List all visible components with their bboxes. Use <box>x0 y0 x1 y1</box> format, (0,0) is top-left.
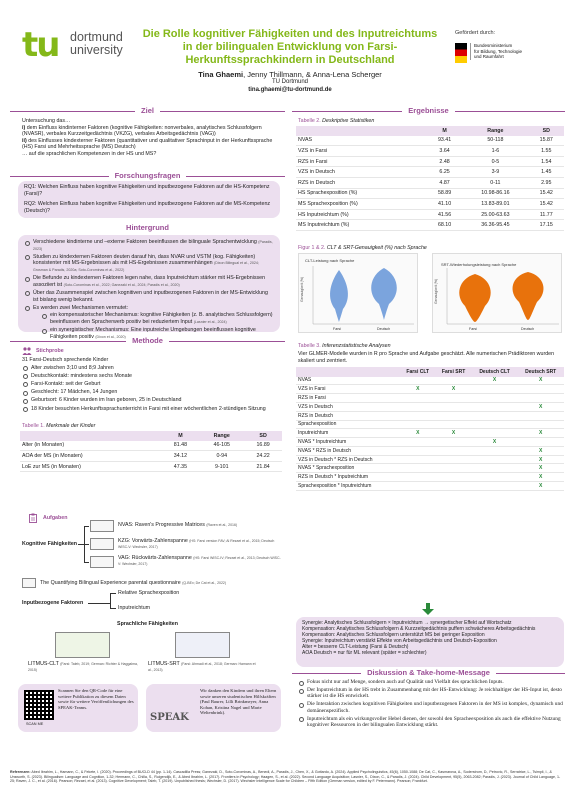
section-title-hintergrund: Hintergrund <box>126 223 169 232</box>
table-cell: 41.56 <box>427 209 462 220</box>
matrices-icon <box>90 520 114 532</box>
deutsch-violin <box>513 272 544 320</box>
stichprobe-label: Stichprobe <box>36 348 64 354</box>
funder-label: Gefördert durch: <box>455 30 496 36</box>
srt-picture-icon <box>175 632 230 658</box>
table-cell: X <box>517 464 564 473</box>
sample-description: 31 Farsi-Deutsch sprechende Kinder Alter zwischen 3;10 und 8;9 Jahren Deutschkontakt: mindestens sechs Monate Farsi-Kontakt: seit der Geburt Geschlecht: 17 Mädchen, 14 Jungen Geburtsort: 6 Kinder wurden im Iran geboren, 25 in Deutschland 18 Kinder besuchten Herkunftssprachunterricht in Farsi mit einer wöchentlichen 2-stündigen Sitzung <box>22 357 282 414</box>
table-cell <box>472 402 518 411</box>
table-cell: MS Sprachexposition (%) <box>296 199 427 210</box>
section-title-ziel: Ziel <box>10 106 285 115</box>
table-cell <box>435 377 471 385</box>
table-row: LoE zur MS (in Monaten) 47.35 9-101 21.84 <box>20 461 282 472</box>
bmbf-logo: Bundesministerium für Bildung, Technologie und Raumfahrt <box>455 43 565 63</box>
farsi-violin <box>459 274 490 322</box>
vag-task: VAG: Rückwärts-Zahlenspanne (HS: Farsi WISC-IV; Rezaei et al., 2013; Deutsch WISC-V: Wechsler, 2017) <box>118 555 281 566</box>
table-cell <box>435 438 471 447</box>
table-cell: X <box>472 438 518 447</box>
summary-list <box>302 620 560 656</box>
table-row <box>296 377 564 385</box>
table-cell: 3-9 <box>462 167 528 178</box>
table-cell: Sprachexposition <box>296 420 400 429</box>
questionnaire: The Quantifying Bilingual Experience parental questionnaire (Q-BEx; De Cat et al., 2022) <box>40 580 227 586</box>
svg-text:Farsi: Farsi <box>469 327 477 331</box>
table-cell: VZS in Deutsch <box>296 402 400 411</box>
table-cell <box>517 438 564 447</box>
digit-span-icon <box>90 538 114 550</box>
section-title-diskussion: Diskussion & Take-home-Message <box>292 668 565 677</box>
list-item: Synergie: Analytisches Schlussfolgern × Inputreichtum → synergetischer Effekt auf Wortschatz <box>302 620 512 626</box>
funder <box>455 30 565 63</box>
table-row <box>296 481 564 490</box>
table3: Farsi CLT Farsi SRT Deutsch CLT Deutsch SRT NVAS X X VZS in Farsi X X RZS in Farsi VZS in Deutsch X RZS in Deutsch Sprachexposition Inputreichtum X X X NVAS * Inputreichtum X NVAS * RZS in Deutsch X VZS in Deutsch * RZS in Deutsch X NVAS * Sprachexposition X RZS in Deutsch * Inputreichtum X Sprachexposition * Inputreichtum X <box>296 367 564 491</box>
section-title-ergebnisse: Ergebnisse <box>292 106 565 115</box>
svg-text:Deutsch: Deutsch <box>377 327 391 331</box>
references: Referenzen: Abed Ibrahim, L., Hamann, C., & Fekete, I. (2020). Proceedings of BUCLD 44 (pp. 1-14). Cascadilla Press; Ganezaki, D., Soto-Corominas, A., Benedi, A., Paradis, J., Chen, X., & Gottardo, A. (2024). Applied Psycholinguistics, 45(6), 1050-1088; De Cat, C., Kasmarova, A., Soderstrom, D., Petrovic, R., Serratrice, L., Tsimpli, I., & Unsworth, S. (2023). Bilingualism: Language and Cognition, 1-32; Hermann, C., Chilla, S., Ruigendijk, E., & Abed Ibrahim, L. (2017). Frontiers in Psychology; Haagen, S., et al. (2022). Second Language Acquisition; Lasnier, S., Dixon, C., & Paradis, J. (2024). Child Development, 95(5), 2063-2082; Paradis, J. (2023). Journal of Child Language, 1-25; Raven, J. C., et al. (2016). Pearson; Rezaei, et al. (2013). Cognitive Development; Taleb, T. (2019). Unpublished thesis; Wechsler, D. (2017). Wechsler Intelligence Scale for Children – Fifth Edition (German version, edited by F. Petermann). Pearson; Frankfurt. <box>10 770 561 784</box>
svg-text:CLT-Leistung nach Sprache: CLT-Leistung nach Sprache <box>305 258 355 263</box>
table-cell: X <box>517 455 564 464</box>
table-cell <box>435 473 471 482</box>
svg-text:Genauigkeit (%): Genauigkeit (%) <box>434 278 438 304</box>
list-item: Die Befunde zu kindexternen Faktoren legen nahe, dass Inputreichtum stärker mit HS-Ergebnissen assoziiert ist (Soto-Corominas et al., 2022; Ganezaki et al., 2024; Paradis et al., 2020) <box>24 275 274 288</box>
table-row <box>296 167 564 178</box>
table1-caption: Tabelle 1. Merkmale der Kinder <box>22 423 96 429</box>
table-cell <box>435 394 471 403</box>
table-cell: X <box>517 481 564 490</box>
table2: M Range SD NVAS 93.41 50-118 15.87 VZS in Farsi 3.64 1-6 1.55 RZS in Farsi 2.48 0-5 1.54 VZS in Deutsch 6.25 3-9 1.45 RZS in Deutsch 4.87 0-11 2.95 HS Sprachexposition (%) 58.89 10.98-86.16 15.42 MS Sprachexposition (%) 41.10 13.83-89.01 15.42 HS Inputreichtum (%) 41.56 25.00-63.63 11.77 MS Inputreichtum (%) 68.10 36.36-95.45 17.15 <box>296 126 564 231</box>
table-cell: 25.00-63.63 <box>462 209 528 220</box>
litmus-srt: LITMUS-SRT (Farsi: Ahmadi et al., 2018; German: Hamann et al., 2013) <box>148 661 256 672</box>
table-cell <box>435 411 471 420</box>
table-cell: 0-11 <box>462 177 528 188</box>
list-item: Fokus nicht nur auf Menge, sondern auch auf Qualität und Vielfalt des sprachlichen Inputs. <box>298 679 563 685</box>
people-icon <box>22 346 32 356</box>
svg-text:SRT-Wiederholungsleistung nach: SRT-Wiederholungsleistung nach Sprache <box>441 262 517 267</box>
nvas-task: NVAS: Raven's Progressive Matrices (Raven et al., 2016) <box>118 522 238 528</box>
table-cell: RZS in Farsi <box>296 156 427 167</box>
table-row <box>296 385 564 394</box>
list-item: Kompensation: Analytisches Schlussfolgern & Kurzzeitgedächtnis puffern schwächeres Arbeitsgedächtnis <box>302 626 536 632</box>
table-cell: RZS in Deutsch <box>296 411 400 420</box>
list-item: Geburtsort: 6 Kinder wurden im Iran geboren, 25 in Deutschland <box>22 397 282 404</box>
table-row <box>296 209 564 220</box>
table-row <box>296 177 564 188</box>
input-label: Inputbezogene Faktoren <box>22 600 84 606</box>
table-cell <box>517 420 564 429</box>
svg-text:Deutsch: Deutsch <box>521 327 535 331</box>
list-item: 18 Kinder besuchten Herkunftssprachunterricht in Farsi mit einer wöchentlichen 2-stündigen Sitzung <box>22 406 282 413</box>
table-cell <box>400 464 435 473</box>
table-cell: 13.83-89.01 <box>462 199 528 210</box>
table-cell: 41.10 <box>427 199 462 210</box>
table-row <box>296 420 564 429</box>
table-cell: 58.89 <box>427 188 462 199</box>
qr-code-icon[interactable] <box>24 690 54 720</box>
table-cell: 15.42 <box>529 199 564 210</box>
table-cell: 93.41 <box>427 136 462 146</box>
table-cell: 15.87 <box>529 136 564 146</box>
table-cell: Inputreichtum <box>296 429 400 438</box>
deutsch-violin <box>371 268 397 320</box>
list-item: Alter zwischen 3;10 und 8;9 Jahren <box>22 365 282 372</box>
table-cell: NVAS <box>296 136 427 146</box>
table-cell <box>435 402 471 411</box>
list-item: Geschlecht: 17 Mädchen, 14 Jungen <box>22 389 282 396</box>
srt-violin-plot <box>433 254 563 334</box>
table-row <box>296 411 564 420</box>
table-cell <box>400 446 435 455</box>
table-cell: RZS in Farsi <box>296 394 400 403</box>
table-cell: RZS in Deutsch <box>296 177 427 188</box>
table-cell: HS Sprachexposition (%) <box>296 188 427 199</box>
table-cell: VZS in Deutsch <box>296 167 427 178</box>
table-cell: 1.54 <box>529 156 564 167</box>
kognitive-label: Kognitive Fähigkeiten <box>22 541 78 547</box>
list-item: Kompensation: Analytisches Schlussfolgern unterstützt MS bei geringer Exposition <box>302 632 485 638</box>
table-cell: X <box>517 473 564 482</box>
table-cell: MS Inputreichtum (%) <box>296 220 427 231</box>
table-cell <box>400 377 435 385</box>
table-row <box>296 438 564 447</box>
table-cell <box>517 394 564 403</box>
table-cell: X <box>517 377 564 385</box>
authors: Tina Ghaemi, Jenny Thillmann, & Anna-Lena Scherger <box>198 70 382 79</box>
table-cell: X <box>435 429 471 438</box>
tu-dortmund-logo: tu dortmund university <box>22 25 123 65</box>
table3-intro: Vier GLMER-Modelle wurden in R pro Sprache und Aufgabe geschätzt. Alle numerischen Prädiktoren wurden skaliert und zentriert. <box>298 351 555 364</box>
table-cell: X <box>517 429 564 438</box>
table-cell: 68.10 <box>427 220 462 231</box>
list-item: Inputreichtum als ein wirkungsvoller Hebel dienen, der sowohl den Spracheexposition als auch die effektive Nutzung kognitiver Ressourcen in der bilingualen Entwicklung stärkt. <box>298 716 563 729</box>
table-cell: 1.45 <box>529 167 564 178</box>
table-cell <box>400 411 435 420</box>
rq1: RQ1: Welchen Einfluss haben kognitive Fähigkeiten und inputbezogene Faktoren auf die HS-Kompetenz (Farsi)? <box>24 184 270 197</box>
list-item: Synergie: Inputreichtum verstärkt Effekte von Arbeitsgedächtnis und Deutsch-Exposition <box>302 638 497 644</box>
table-row <box>296 455 564 464</box>
table-row: AOA der MS (in Monaten) 34.12 0-94 24.22 <box>20 451 282 462</box>
figure-caption: Figur 1 & 2. CLT & SRT-Genauigkeit (%) nach Sprache <box>298 245 427 251</box>
clt-chart <box>298 253 418 333</box>
table-cell: 1-6 <box>462 146 528 157</box>
table-cell: 4.87 <box>427 177 462 188</box>
table-cell: 36.36-95.45 <box>462 220 528 231</box>
aufgaben-label: Aufgaben <box>43 515 68 521</box>
scan-me: SCAN ME <box>26 722 44 726</box>
litmus-clt: LITMUS-CLT (Farsi: Taleb, 2019; German: Richter & Haggalma, 2015) <box>28 661 138 672</box>
ziel-text: Untersuchung das… i) dem Einfluss kindinterner Faktoren (kognitive Fähigkeiten: nonverbales, analytisches Schlussfolgern (NVASR), verbales Kurzzeitgedächtnis (VKZG), verbales Arbeitsgedächtnis (VAG)) ii) des Einflusses kindexterner Faktoren (quantitativer und qualitativer Sprachinput in der Herkunftssprache (HS) Farsi und Mehrheitssprache (MS) Deutsch) … auf die sprachlichen Kompetenzen in der HS und MS? <box>22 118 273 157</box>
table-cell <box>400 420 435 429</box>
svg-text:Genauigkeit (%): Genauigkeit (%) <box>300 276 304 302</box>
table-cell <box>472 473 518 482</box>
poster-header <box>0 0 575 100</box>
table-cell <box>435 464 471 473</box>
table-cell <box>472 464 518 473</box>
table-cell: X <box>517 402 564 411</box>
table-cell <box>400 438 435 447</box>
list-item: AOA Deutsch = nur für ML relevant (später = schlechter) <box>302 650 427 656</box>
table-cell <box>400 481 435 490</box>
table-cell <box>400 394 435 403</box>
table-cell <box>400 473 435 482</box>
qr-text: Scannen Sie den QR-Code für eine weitere Publikation zu diesem Daten sowie für weitere Veröffentlichungen des SPEAK-Teams. <box>58 688 134 710</box>
table-cell: X <box>517 446 564 455</box>
list-item: Es werden zwei Mechanismen vermutet: ein kompensatorischer Mechanismus: kognitive Fähigkeiten (z. B. analytisches Schlussfolgern) beeinflussen den Spracherwerb positiv bei reduziertem Input (Lasnier et al., 2024) ein synergistischer Mechanismus: Eine inputreiche Umgebungen beeinflussen kognitive Fähigkeiten positiv (Dixon et al., 2020) <box>24 305 274 341</box>
table-cell: X <box>400 429 435 438</box>
table-cell: NVAS <box>296 377 400 385</box>
table-cell: RZS in Deutsch * Inputreichtum <box>296 473 400 482</box>
list-item: Verschiedene kindinterne und –externe Faktoren beeinflussen die bilinguale Sprachentwicklung (Paradis, 2023) <box>24 239 274 252</box>
table-cell: 2.95 <box>529 177 564 188</box>
table-cell: NVAS * RZS in Deutsch <box>296 446 400 455</box>
list-item: ein synergistischer Mechanismus: Eine inputreiche Umgebungen beeinflussen kognitive Fähigkeiten positiv (Dixon et al., 2020) <box>41 327 274 340</box>
table-row <box>296 188 564 199</box>
table-cell: 3.64 <box>427 146 462 157</box>
table-cell <box>435 481 471 490</box>
table-cell <box>472 420 518 429</box>
table-cell <box>435 446 471 455</box>
list-item: Der Inputreichtum in der HS trebt in Zusammenhang mit der HS-Entwicklung: Je reichhaltiger der HS-Input ist, desto stärker ist die HS entwickelt. <box>298 687 563 700</box>
list-item: Studien zu kindexternen Faktoren deuten darauf hin, dass NVAR und VSTM (kog. Fähigkeiten) konsistenter mit MS-Ergebnissen als mit HS-Ergebnissen zusammenhängen (Dixon Bilingual et al., 2024; Grosman & Paradis, 2020a; Soto-Corominas et al., 2022) <box>24 254 274 274</box>
table-row: Alter (in Monaten) 81.48 46-105 16.89 <box>20 441 282 451</box>
table1: M Range SD Alter (in Monaten) 81.48 46-105 16.89 AOA der MS (in Monaten) 34.12 0-94 24.22 LoE zur MS (in Monaten) 47.35 9-101 21.84 <box>20 431 282 472</box>
table-cell: 0-5 <box>462 156 528 167</box>
sprachliche-label: Sprachliche Fähigkeiten <box>117 621 178 627</box>
inputreichtum: Inputreichtum <box>118 605 151 611</box>
table-cell <box>472 394 518 403</box>
table-cell <box>400 402 435 411</box>
clt-violin-plot <box>299 254 419 334</box>
table-cell: 17.15 <box>529 220 564 231</box>
list-item: ein kompensatorischer Mechanismus: kognitive Fähigkeiten (z. B. analytisches Schlussfolgern) beeinflussen den Spracherwerb positiv bei reduziertem Input (Lasnier et al., 2024) <box>41 312 274 325</box>
table3-caption: Tabelle 3. Inferenzstatistische Analysen <box>298 343 391 349</box>
table-cell: X <box>472 377 518 385</box>
table-cell <box>472 411 518 420</box>
table-cell: 10.98-86.16 <box>462 188 528 199</box>
table-cell: 50-118 <box>462 136 528 146</box>
poster-title: Die Rolle kognitiver Fähigkeiten und des Inputreichtums in der bilingualen Entwicklung von Farsi-Herkunftssprachkindern in Deutschland <box>142 28 438 66</box>
table-cell: 2.48 <box>427 156 462 167</box>
list-item: Die Interaktion zwischen kognitiven Fähigkeiten und inputbezogenen Faktoren in der MS ist komplex, dynamisch und domänenspezifisch. <box>298 701 563 714</box>
table-row <box>296 429 564 438</box>
table-cell: 6.25 <box>427 167 462 178</box>
table-cell <box>517 411 564 420</box>
table-cell <box>435 420 471 429</box>
list-item: Alter = besserre CLT-Leistung (Farsi & Deutsch) <box>302 644 409 650</box>
table-row <box>296 136 564 146</box>
table-cell: X <box>400 385 435 394</box>
table-cell <box>472 481 518 490</box>
table-cell: HS Inputreichtum (%) <box>296 209 427 220</box>
email: tina.ghaemi@tu-dortmund.de <box>248 87 332 93</box>
table-row <box>296 464 564 473</box>
flag-icon <box>455 43 467 63</box>
table-row <box>296 394 564 403</box>
table-cell: 11.77 <box>529 209 564 220</box>
farsi-violin <box>330 270 348 322</box>
table-cell: Sprachexposition * Inputreichtum <box>296 481 400 490</box>
table-row <box>296 156 564 167</box>
table-cell <box>472 385 518 394</box>
table-cell: NVAS * Sprachexposition <box>296 464 400 473</box>
table-cell <box>472 429 518 438</box>
table2-caption: Tabelle 2. Deskriptive Statistiken <box>298 118 375 124</box>
table-cell <box>400 455 435 464</box>
clt-picture-icon <box>55 632 110 658</box>
table-cell: 15.42 <box>529 188 564 199</box>
table-cell: NVAS * Inputreichtum <box>296 438 400 447</box>
table-cell: VZS in Deutsch * RZS in Deutsch <box>296 455 400 464</box>
speak-logo: SPEAK <box>150 712 189 723</box>
list-item: Farsi-Kontakt: seit der Geburt <box>22 381 282 388</box>
down-arrow-icon <box>422 603 434 615</box>
table-cell: VZS in Farsi <box>296 385 400 394</box>
clipboard-icon <box>28 513 38 523</box>
table-row <box>296 402 564 411</box>
svg-text:Farsi: Farsi <box>333 327 341 331</box>
table-row <box>296 446 564 455</box>
table-row <box>296 199 564 210</box>
table-cell: X <box>435 385 471 394</box>
table-row <box>296 146 564 157</box>
table-cell <box>472 446 518 455</box>
institution: TU Dortmund <box>271 79 308 85</box>
table-row <box>296 473 564 482</box>
table-row <box>296 220 564 231</box>
discussion-list <box>298 679 563 730</box>
list-item: Deutschkontakt: mindestens sechs Monate <box>22 373 282 380</box>
table-cell: VZS in Farsi <box>296 146 427 157</box>
thanks-text: Wir danken den Kindern und ihren Eltern sowie unseren studentischen Hilfskräften (Paul Baurer, Lilli Brinkmeyer, Anna Kohan, Kristina Nagel und Marie Weltenbrink). <box>200 688 277 716</box>
section-title-forschungsfragen: Forschungsfragen <box>10 171 285 180</box>
kzg-task: KZG: Vorwärts-Zahlenspanne (HS: Farsi version FAV; Al Rezaei et al., 2015; Deutsch WISC-V: Wechsler, 2017) <box>118 538 275 549</box>
srt-chart <box>432 253 562 333</box>
rel-exposure: Relative Sprachexposition <box>118 590 180 596</box>
list-item: Über das Zusammenspiel zwischen kognitiven und inputbezogenen Faktoren in der MS-Entwicklung ist bislang wenig bekannt. <box>24 290 274 303</box>
section-title-methode: Methode <box>10 336 285 345</box>
table-cell <box>472 455 518 464</box>
table-cell: 1.55 <box>529 146 564 157</box>
digit-span-backward-icon <box>90 556 114 568</box>
table-cell <box>517 385 564 394</box>
table-cell <box>435 455 471 464</box>
rq2: RQ2: Welchen Einfluss haben kognitive Fähigkeiten und inputbezogene Faktoren auf die MS-Kompetenz (Deutsch)? <box>24 201 271 214</box>
questionnaire-icon <box>22 578 36 588</box>
background-list <box>24 239 274 342</box>
